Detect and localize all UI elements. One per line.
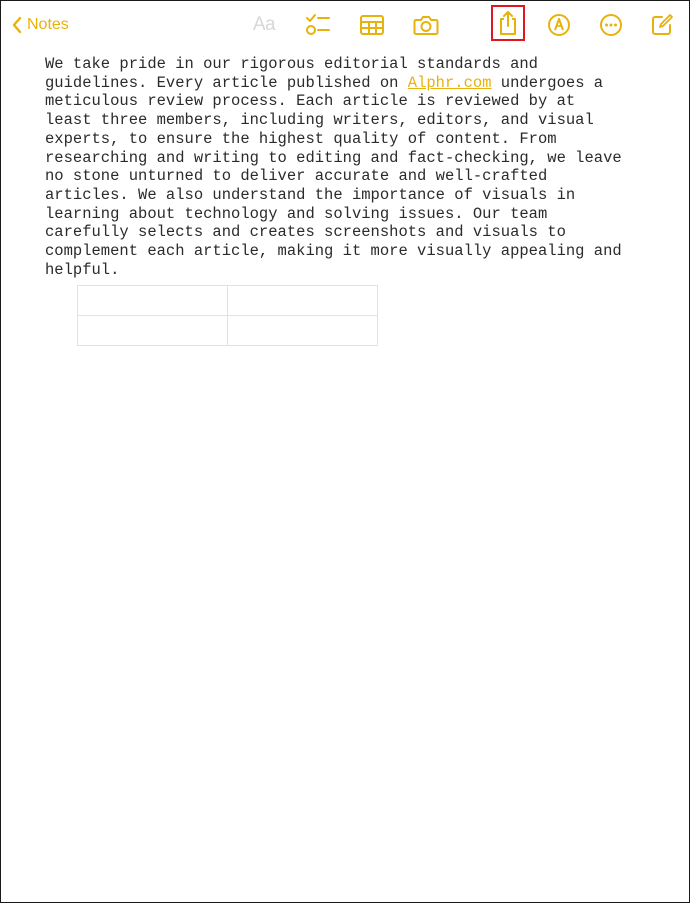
checklist-icon <box>305 12 331 38</box>
note-line: articles. We also understand the importance of visuals in <box>45 185 576 204</box>
camera-icon <box>413 14 439 36</box>
markup-button[interactable] <box>546 12 572 38</box>
alphr-link[interactable]: Alphr.com <box>407 73 492 92</box>
note-line: learning about technology and solving issues. Our team <box>45 204 548 223</box>
format-label: Aa <box>252 14 276 35</box>
note-line: meticulous review process. Each article is reviewed by at <box>45 92 576 111</box>
table-cell[interactable] <box>78 286 228 316</box>
toolbar <box>1 1 689 49</box>
note-body-text[interactable] <box>45 55 665 279</box>
format-button[interactable] <box>251 12 277 38</box>
table-cell[interactable] <box>78 316 228 346</box>
table-cell[interactable] <box>228 286 378 316</box>
note-line: experts, to ensure the highest quality of content. From <box>45 129 557 148</box>
note-line: guidelines. Every article published on <box>45 73 408 92</box>
table-button[interactable] <box>359 12 385 38</box>
share-icon <box>497 10 519 36</box>
camera-button[interactable] <box>413 12 439 38</box>
more-options-button[interactable] <box>598 12 624 38</box>
note-line: no stone unturned to deliver accurate and well-crafted <box>45 167 548 186</box>
note-line: undergoes a <box>491 73 604 92</box>
table-row <box>78 286 378 316</box>
note-line: We take pride in our rigorous editorial standards and <box>45 55 538 73</box>
markup-icon <box>547 13 571 37</box>
note-table[interactable] <box>77 285 378 346</box>
note-line: researching and writing to editing and fact-checking, we leave <box>45 148 622 167</box>
share-button[interactable] <box>495 10 521 36</box>
more-icon <box>599 13 623 37</box>
table-cell[interactable] <box>228 316 378 346</box>
back-label: Notes <box>27 16 69 33</box>
compose-button[interactable] <box>649 12 675 38</box>
note-line: carefully selects and creates screenshots and visuals to <box>45 223 566 242</box>
checklist-button[interactable] <box>305 12 331 38</box>
table-icon <box>359 14 385 36</box>
chevron-left-icon <box>11 15 23 35</box>
note-line: least three members, including writers, editors, and visual <box>45 111 594 130</box>
compose-icon <box>650 13 674 37</box>
note-line: helpful. <box>45 260 120 279</box>
table-row <box>78 316 378 346</box>
back-to-notes-button[interactable] <box>11 13 69 37</box>
note-line: complement each article, making it more visually appealing and <box>45 242 622 261</box>
